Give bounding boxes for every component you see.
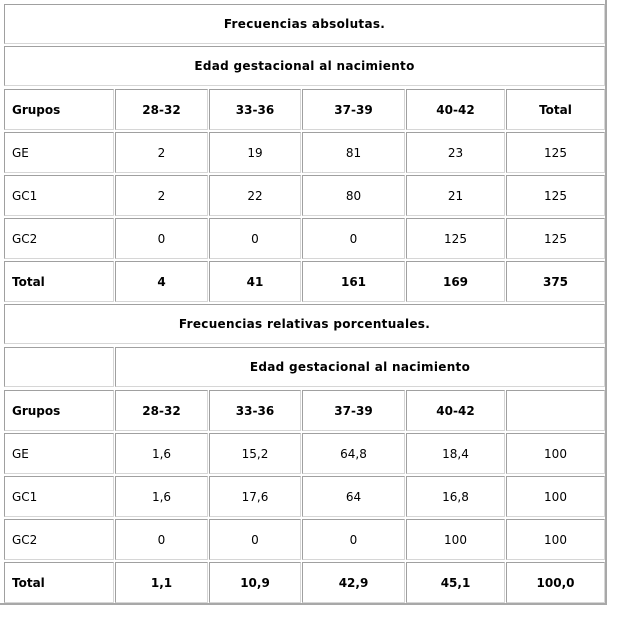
- relative-header-0: Grupos: [4, 390, 114, 431]
- absolute-row-3-cell-0: Total: [4, 261, 114, 302]
- relative-row-1-cell-5: 100: [506, 476, 605, 517]
- relative-header-4: 40-42: [406, 390, 505, 431]
- absolute-row-1-cell-5: 125: [506, 175, 605, 216]
- absolute-header-3: 37-39: [302, 89, 405, 130]
- relative-row-2-cell-0: GC2: [4, 519, 114, 560]
- absolute-row-2-cell-5: 125: [506, 218, 605, 259]
- absolute-row-2-cell-0: GC2: [4, 218, 114, 259]
- relative-row-3-cell-1: 1,1: [115, 562, 208, 603]
- absolute-header-5: Total: [506, 89, 605, 130]
- relative-row-0-cell-4: 18,4: [406, 433, 505, 474]
- absolute-header-4: 40-42: [406, 89, 505, 130]
- relative-row-1-cell-0: GC1: [4, 476, 114, 517]
- relative-row-2-cell-5: 100: [506, 519, 605, 560]
- absolute-row-3-cell-1: 4: [115, 261, 208, 302]
- relative-row-2-cell-1: 0: [115, 519, 208, 560]
- absolute-row-0-cell-0: GE: [4, 132, 114, 173]
- relative-subtitle-spacer: [4, 347, 114, 387]
- relative-row-3-cell-0: Total: [4, 562, 114, 603]
- absolute-row-0-cell-3: 81: [302, 132, 405, 173]
- absolute-row-1-cell-2: 22: [209, 175, 301, 216]
- absolute-row-0-cell-5: 125: [506, 132, 605, 173]
- relative-subtitle: Edad gestacional al nacimiento: [115, 347, 605, 387]
- absolute-row-3-cell-3: 161: [302, 261, 405, 302]
- relative-row-1-cell-4: 16,8: [406, 476, 505, 517]
- relative-title: Frecuencias relativas porcentuales.: [4, 304, 605, 344]
- relative-row-3-cell-2: 10,9: [209, 562, 301, 603]
- absolute-title: Frecuencias absolutas.: [4, 4, 605, 44]
- relative-row-0-cell-3: 64,8: [302, 433, 405, 474]
- relative-row-3-cell-3: 42,9: [302, 562, 405, 603]
- relative-row-2-cell-2: 0: [209, 519, 301, 560]
- relative-row-1-cell-2: 17,6: [209, 476, 301, 517]
- absolute-header-0: Grupos: [4, 89, 114, 130]
- relative-row-0-cell-0: GE: [4, 433, 114, 474]
- absolute-row-3-cell-4: 169: [406, 261, 505, 302]
- relative-header-5: [506, 390, 605, 431]
- relative-row-0-cell-1: 1,6: [115, 433, 208, 474]
- relative-row-2-cell-3: 0: [302, 519, 405, 560]
- relative-row-0-cell-2: 15,2: [209, 433, 301, 474]
- absolute-row-0-cell-2: 19: [209, 132, 301, 173]
- relative-header-1: 28-32: [115, 390, 208, 431]
- relative-row-3-cell-4: 45,1: [406, 562, 505, 603]
- relative-row-3-cell-5: 100,0: [506, 562, 605, 603]
- absolute-row-2-cell-3: 0: [302, 218, 405, 259]
- absolute-row-2-cell-1: 0: [115, 218, 208, 259]
- absolute-header-1: 28-32: [115, 89, 208, 130]
- absolute-row-3-cell-2: 41: [209, 261, 301, 302]
- absolute-row-1-cell-1: 2: [115, 175, 208, 216]
- absolute-header-2: 33-36: [209, 89, 301, 130]
- absolute-row-2-cell-2: 0: [209, 218, 301, 259]
- relative-row-1-cell-3: 64: [302, 476, 405, 517]
- relative-header-2: 33-36: [209, 390, 301, 431]
- relative-header-3: 37-39: [302, 390, 405, 431]
- relative-row-0-cell-5: 100: [506, 433, 605, 474]
- absolute-row-1-cell-4: 21: [406, 175, 505, 216]
- absolute-subtitle: Edad gestacional al nacimiento: [4, 46, 605, 86]
- absolute-row-3-cell-5: 375: [506, 261, 605, 302]
- absolute-row-2-cell-4: 125: [406, 218, 505, 259]
- absolute-row-0-cell-4: 23: [406, 132, 505, 173]
- absolute-row-0-cell-1: 2: [115, 132, 208, 173]
- absolute-row-1-cell-0: GC1: [4, 175, 114, 216]
- absolute-row-1-cell-3: 80: [302, 175, 405, 216]
- relative-row-2-cell-4: 100: [406, 519, 505, 560]
- relative-row-1-cell-1: 1,6: [115, 476, 208, 517]
